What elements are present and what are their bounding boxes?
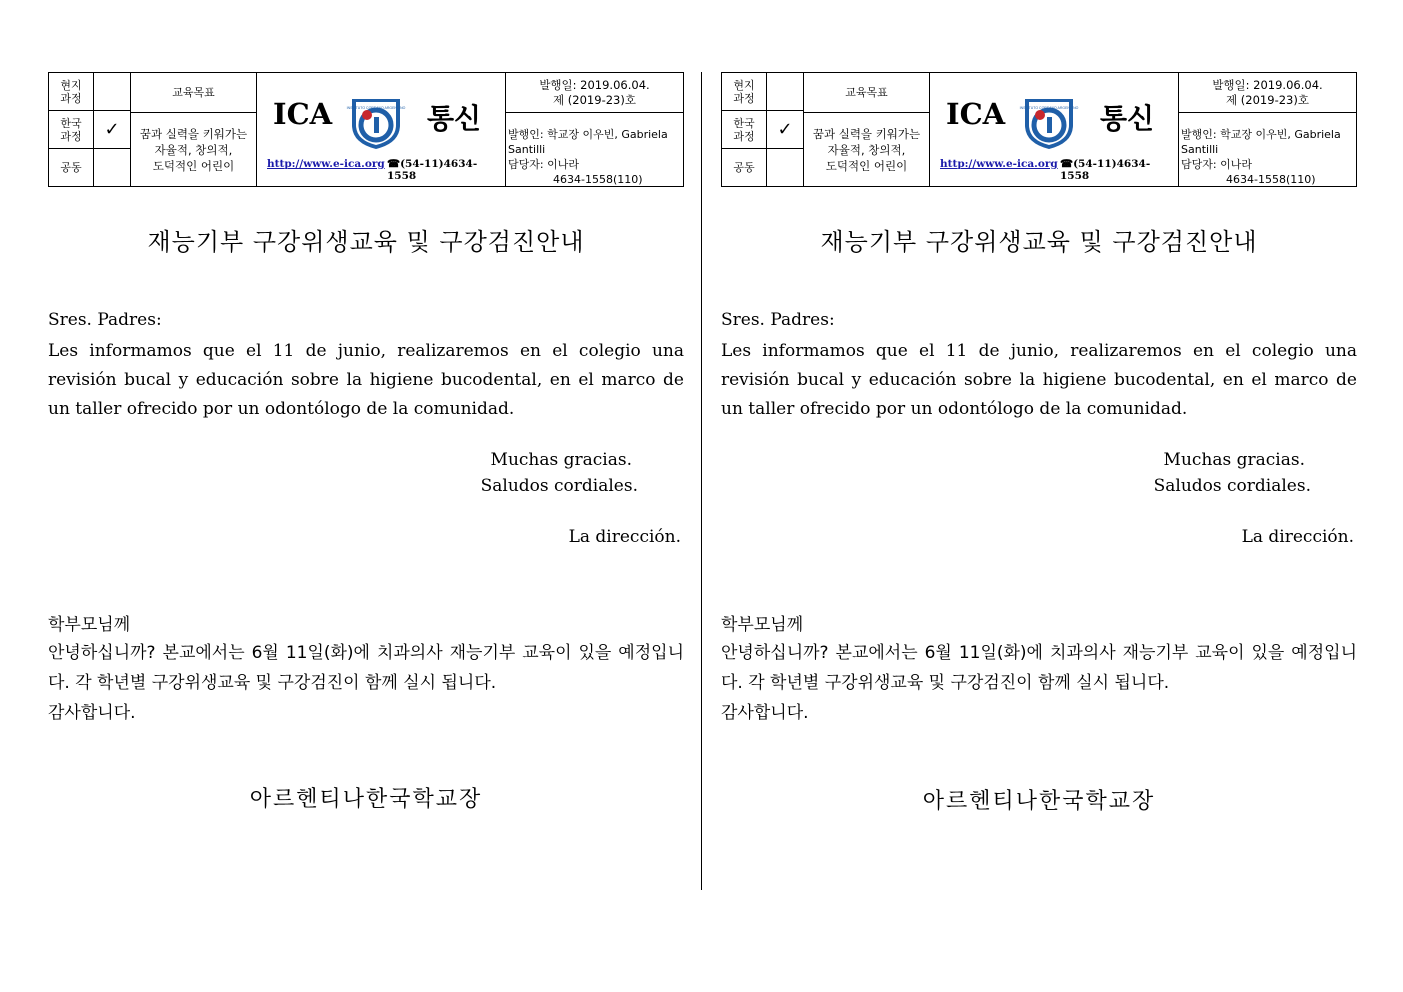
website-link[interactable]: http://www.e-ica.org <box>267 158 385 170</box>
goal-heading: 교육목표 <box>131 73 257 113</box>
spanish-thanks: Muchas gracias. <box>1163 450 1305 470</box>
korean-thanks: 감사합니다. <box>48 703 136 723</box>
label-korean: 한국 과정 <box>49 111 94 149</box>
staff-phone: 4634-1558(110) <box>553 173 643 186</box>
check-korean <box>767 111 804 149</box>
phone-number: ☎(54-11)4634-1558 <box>1060 158 1151 182</box>
header-table <box>48 72 684 187</box>
check-common <box>767 149 804 186</box>
pub-date: 발행일: 2019.06.04. <box>539 77 650 92</box>
korean-greeting: 학부모님께 <box>48 615 131 635</box>
notice-title: 재능기부 구강위생교육 및 구강검진안내 <box>147 228 585 256</box>
spanish-body: Les informamos que el 11 de junio, realizaremos en el colegio una revisión bucal y educación sobre la higiene bucodental, en el marco de un taller ofrecido por un odontólogo de la comunidad. <box>48 341 684 419</box>
notice-right <box>721 72 1357 902</box>
staff: 담당자: 이나라 <box>508 158 579 171</box>
ica-logo-icon <box>1019 91 1079 151</box>
spanish-greeting: Sres. Padres: <box>48 310 162 330</box>
spanish-body: Les informamos que el 11 de junio, realizaremos en el colegio una revisión bucal y educación sobre la higiene bucodental, en el marco de un taller ofrecido por un odontólogo de la comunidad. <box>721 341 1357 419</box>
check-mark-icon: ✓ <box>104 119 120 140</box>
spanish-greeting: Sres. Padres: <box>721 310 835 330</box>
goal-heading: 교육목표 <box>804 73 930 113</box>
korean-body: 안녕하십니까? 본교에서는 6월 11일(화)에 치과의사 재능기부 교육이 있을 예정입니다. 각 학년별 구강위생교육 및 구강검진이 함께 실시 됩니다. <box>48 643 684 693</box>
label-common: 공동 <box>722 149 767 186</box>
check-local <box>94 73 131 111</box>
publication-info <box>1179 73 1356 113</box>
brand-block <box>930 73 1179 186</box>
spanish-regards: Saludos cordiales. <box>480 476 638 496</box>
pub-issue: 제 (2019-23)호 <box>1226 92 1309 107</box>
notice-title: 재능기부 구강위생교육 및 구강검진안내 <box>820 228 1258 256</box>
check-local <box>767 73 804 111</box>
check-korean <box>94 111 131 149</box>
brand-block <box>257 73 506 186</box>
korean-greeting: 학부모님께 <box>721 615 804 635</box>
cut-line <box>701 72 702 890</box>
spanish-signature: La dirección. <box>568 527 681 547</box>
publisher: 발행인: 학교장 이우빈, Gabriela Santilli <box>1181 128 1341 156</box>
goal-text: 꿈과 실력을 키워가는 자율적, 창의적, 도덕적인 어린이 <box>131 113 257 186</box>
spanish-signature: La dirección. <box>1241 527 1354 547</box>
staff-info <box>506 113 683 186</box>
publication-info <box>506 73 683 113</box>
logo-text: INSTITUTO COREANO ARGENTINO <box>1019 106 1079 110</box>
spanish-thanks: Muchas gracias. <box>490 450 632 470</box>
goal-text: 꿈과 실력을 키워가는 자율적, 창의적, 도덕적인 어린이 <box>804 113 930 186</box>
ica-logo-icon <box>346 91 406 151</box>
brand-ica: ICA <box>273 97 333 131</box>
principal-signature: 아르헨티나한국학교장 <box>249 787 483 812</box>
label-korean: 한국 과정 <box>722 111 767 149</box>
check-mark-icon: ✓ <box>777 119 793 140</box>
staff-phone: 4634-1558(110) <box>1226 173 1316 186</box>
pub-date: 발행일: 2019.06.04. <box>1212 77 1323 92</box>
principal-signature: 아르헨티나한국학교장 <box>922 789 1156 814</box>
notice-left <box>48 72 684 902</box>
korean-thanks: 감사합니다. <box>721 703 809 723</box>
phone-number: ☎(54-11)4634-1558 <box>387 158 478 182</box>
publisher: 발행인: 학교장 이우빈, Gabriela Santilli <box>508 128 668 156</box>
pub-issue: 제 (2019-23)호 <box>553 92 636 107</box>
header-table <box>721 72 1357 187</box>
brand-ica: ICA <box>946 97 1006 131</box>
staff-info <box>1179 113 1356 186</box>
website-link[interactable]: http://www.e-ica.org <box>940 158 1058 170</box>
spanish-regards: Saludos cordiales. <box>1153 476 1311 496</box>
check-common <box>94 149 131 186</box>
korean-body: 안녕하십니까? 본교에서는 6월 11일(화)에 치과의사 재능기부 교육이 있을 예정입니다. 각 학년별 구강위생교육 및 구강검진이 함께 실시 됩니다. <box>721 643 1357 693</box>
logo-text: INSTITUTO COREANO ARGENTINO <box>346 106 406 110</box>
label-local: 현지 과정 <box>722 73 767 111</box>
brand-tongsin: 통신 <box>427 102 482 135</box>
staff: 담당자: 이나라 <box>1181 158 1252 171</box>
brand-tongsin: 통신 <box>1100 102 1155 135</box>
label-local: 현지 과정 <box>49 73 94 111</box>
label-common: 공동 <box>49 149 94 186</box>
